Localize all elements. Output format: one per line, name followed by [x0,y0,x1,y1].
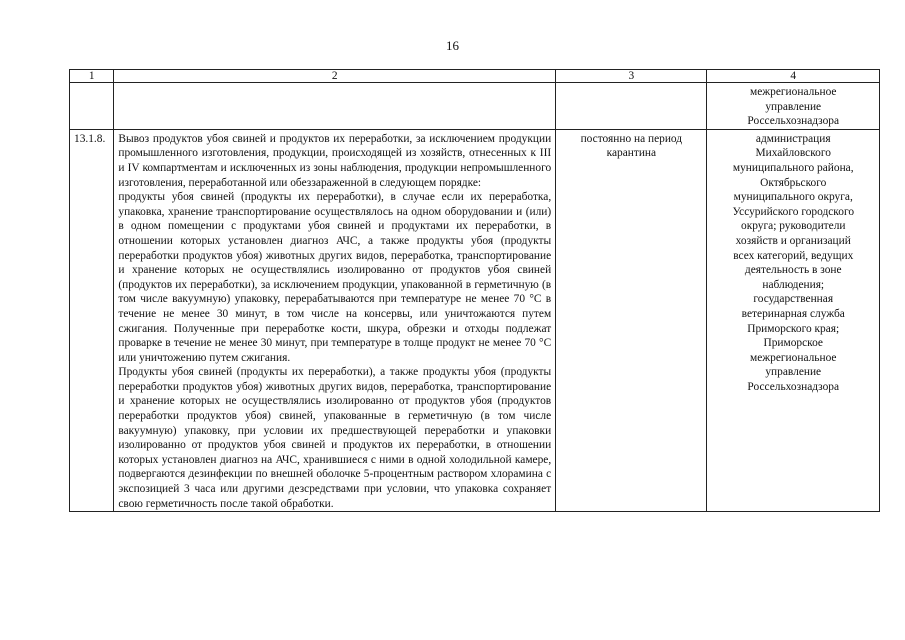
responsible-line: хозяйств и организаций [735,234,851,247]
continuation-cell-1 [70,83,114,130]
column-number-1: 1 [70,70,114,83]
continuation-row [70,83,880,130]
responsible-line: Михайловского [755,147,831,160]
continuation-responsible-cell [707,83,880,130]
period-line: карантина [606,147,657,160]
responsible-line: всех категорий, ведущих [733,249,854,262]
measures-table [69,69,880,512]
continuation-responsible-line: межрегиональное [750,86,837,98]
measure-description [114,129,556,511]
responsible-line: муниципального района, [732,161,854,174]
column-number-2: 2 [114,70,556,83]
responsible-line: деятельность в зоне [744,264,842,277]
measure-number: 13.1.8. [70,129,114,511]
responsible-line: межрегиональное [750,351,837,364]
responsible-line: Приморского края; [747,322,840,335]
responsible-line: управление [765,366,822,379]
period-line: постоянно на период [580,132,683,145]
column-number-4: 4 [707,70,880,83]
responsible-line: муниципального округа, [733,191,853,204]
responsible-line: ветеринарная служба [741,307,845,320]
page-number: 16 [446,38,459,53]
measure-row [70,129,880,511]
responsible-line: Уссурийского городского [732,205,855,218]
continuation-responsible-line: управление [765,100,822,113]
continuation-cell-2 [114,83,556,130]
continuation-cell-3 [556,83,707,130]
responsible-line: округа; руководители [741,220,846,233]
responsible-line: администрация [755,132,831,145]
responsible-line: Россельхознадзора [747,380,840,393]
column-number-row [70,70,880,83]
measure-paragraph: Вывоз продуктов убоя свиней и продуктов их переработки, за исключением продукции промышленного изготовления, продукции, происходящей из хозяйств, отнесенных к III и IV компартментам и исключенных из зоны наблюдения, продукции непромышленного изготовления, переработанной или обеззараженной в следующем порядке: [118,132,552,189]
continuation-responsible-line: Россельхознадзора [747,115,840,128]
responsible-line: Приморское [763,337,823,350]
measure-responsible [707,129,880,511]
responsible-line: наблюдения; [762,278,825,291]
column-number-3: 3 [556,70,707,83]
measure-period [556,129,707,511]
measure-paragraph: продукты убоя свиней (продукты их переработки), в случае если их переработка, упаковка, хранение транспортирование осуществлялось на одном оборудовании и (или) в одном помещении с продуктами убоя свиней и продуктами их переработки, в отношении которых установлен диагноз АЧС, а также продукты убоя (продукты переработки продуктов убоя) животных других видов, переработка, транспортирование и хранение которых не осуществлялись изолированно от продуктов убоя свиней (продуктов их переработки), за исключением продукции, упакованной в герметичную (в том числе вакуумную) упаковку, перерабатываются при температуре не менее 70 °С в течение не менее 30 минут, в том числе на консервы, или уничтожаются путем сжигания. Полученные при переработке кости, шкура, обрезки и отходы подлежат проварке в течение не менее 30 минут, при температуре в толще продукт не менее 70 °С или уничтожению путем сжигания. [118,191,552,364]
responsible-line: Октябрьского [760,176,827,189]
responsible-line: государственная [753,293,834,306]
measure-paragraph: Продукты убоя свиней (продукты их переработки), а также продукты убоя (продукты переработки продуктов убоя) животных других видов, переработка, транспортирование и хранение которых не осуществлялись изолированно от продуктов убоя (продуктов переработки продуктов убоя) свиней, упакованные в герметичную (в том числе вакуумную) упаковку, при условии их предшествующей переработки и упаковки изолированно от продуктов убоя свиней и продуктов их переработки, в отношении которых установлен диагноз на АЧС, хранившиеся с ними в одной холодильной камере, подвергаются дезинфекции по внешней оболочке 5-процентным раствором хлорамина с экспозицией 3 часа или другими дезсредствами при условии, что упаковка сохраняет свою герметичность после такой обработки. [118,366,552,510]
